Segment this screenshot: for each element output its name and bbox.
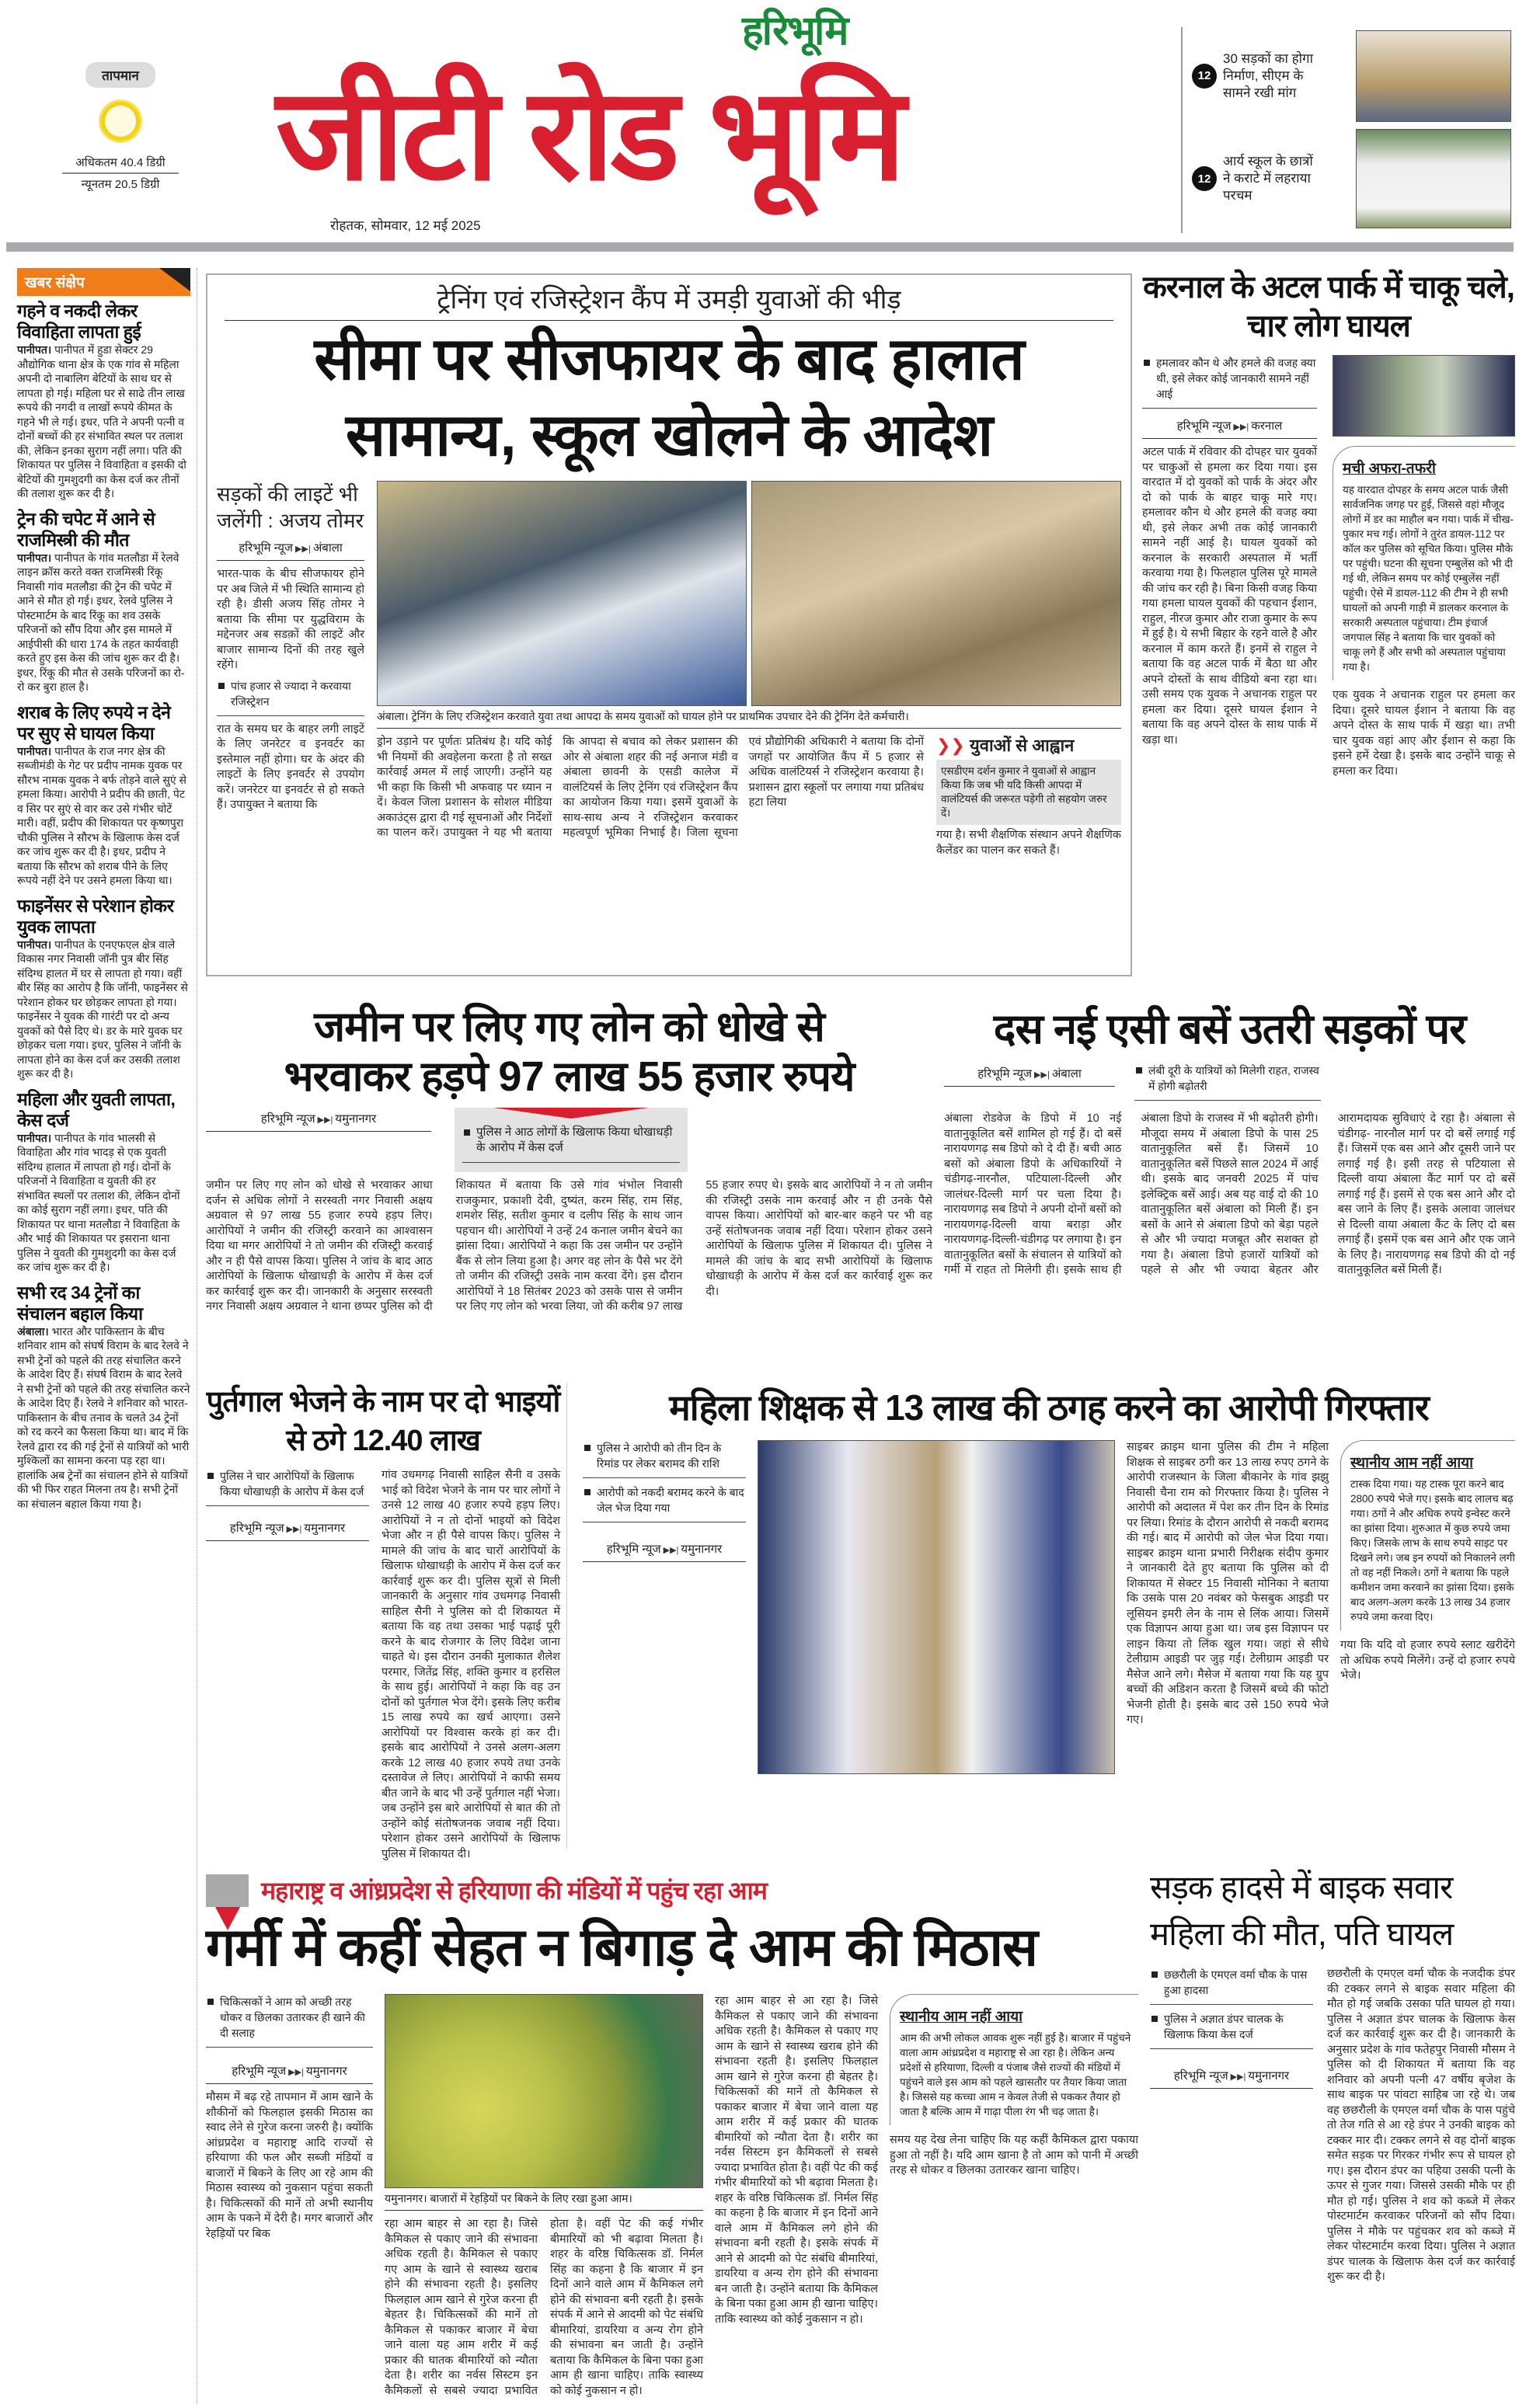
masthead-rule (6, 242, 1514, 252)
red-chevron-icon (206, 1874, 249, 1907)
appeal-text: एसडीएम दर्शन कुमार ने युवाओं से आह्वान किया कि जब भी यदि किसी आपदा में वालंटियर्स की जरूरत पड़ेगी तो सहयोग जरुर दें। (936, 760, 1121, 825)
forward-arrows-icon: ▶▶| (317, 1115, 333, 1125)
sidebar-body-continued: रात के समय घर के बाहर लगी लाइटें के लिए जनरेटर व इनवर्टर का इस्तेमाल नहीं होगा। घर के अंदर की लाइटों के लिए इनवर्टर से उपयोग करें। जनरेटर या इनवर्टर से हो सकते हैं। उपायुक्त ने बताया कि (217, 722, 364, 811)
portugal-body: गांव उधमगढ़ निवासी साहिल सैनी व उसके भाई को विदेश भेजने के नाम पर चार लोगों ने उनसे 12 लाख 40 हजार रुपये हड़प लिए। आरोपियों ने न तो दोनों भाइयों को विदेश भेजा और न ही पैसे वापस किए। पुलिस ने मामले की जांच के बाद चारों आरोपियों के खिलाफ धोखाधड़ी के आरोप में केस दर्ज कर कार्रवाई शुरू कर दी। पुलिस सूत्रों से मिली जानकारी के अनुसार गांव उधमगढ़ निवासी साहिल सैनी ने पुलिस को दी शिकायत में बताया कि वह तथा उसका भाई पढ़ाई पूरी करने के बाद रोजगार के लिए विदेश जाना चाहते थे। इस दौरान उनकी मुलाकात शैलेश परमार, जितेंद्र सिंह, शक्ति कुमार व हरसिल के साथ हुई। आरोपियों ने कहा कि वह उन दोनों को पुर्तगाल भेज देंगे। इसके लिए करीब 15 लाख रुपये का खर्च आएगा। उसने आरोपियों पर विश्वास करके हां कर दी। इसके बाद आरोपियों ने उनसे अलग-अलग करके 12 लाख 40 हजार रुपये तथा उनके दस्तावेज ले लिए। आरोपियों ने काफी समय बीत जाने के बाद भी उन्हें पुर्तगाल नहीं भेजा। जब उन्होंने इस बारे आरोपियों से बात की तो उन्होंने कोई संतोषजनक जवाब नहीं दिया। परेशान होकर उसने आरोपियों के खिलाफ पुलिस में शिकायत दी। (381, 1469, 560, 1860)
mango-story (206, 1860, 1138, 2404)
local-mango-sidebox (890, 1994, 1138, 2125)
portugal-headline: पुर्तगाल भेजने के नाम पर दो भाइयों से ठगे 12.40 लाख (206, 1386, 560, 1457)
accident-bullet: पुलिस ने अज्ञात डंपर चालक के खिलाफ किया केस दर्ज (1150, 2011, 1313, 2049)
brief-item[interactable] (17, 1089, 190, 1275)
byline-place: अंबाला (312, 541, 343, 555)
appeal-after-text: गया है। सभी शैक्षणिक संस्थान अपने शैक्षणिक कैलेंडर का पालन कर सकते हैं। (936, 829, 1121, 857)
byline-place: करनाल (1251, 419, 1283, 433)
forward-arrows-icon: ▶▶| (1034, 1070, 1050, 1080)
accident-story (1150, 1864, 1515, 2404)
sidebox-title: मची अफरा-तफरी (1343, 461, 1436, 477)
sidebox-text: यह वारदात दोपहर के समय अटल पार्क जैसी सार्वजनिक जगह पर हुई, जिससे वहां मौजूद लोगों में डर का माहौल बन गया। पार्क में चीख-पुकार मच गई। लोगों ने तुरंत डायल-112 पर कॉल कर पुलिस को सूचित किया। पुलिस मौके पर पहुंची। घटना की सूचना एम्बुलेंस को भी दी गई थी, लेकिन समय पर कोई एम्बुलेंस नहीं पहुंची। ऐसे में डायल-112 की टीम ने ही सभी घायलों को अपनी गाड़ी में डालकर करनाल के सरकारी अस्पताल पहुंचाया। टीम इंचार्ज जगपाल सिंह ने बताया कि चार युवकों को चाकू लगे हैं और सभी को अस्पताल पहुंचाया गया है। (1343, 484, 1514, 673)
karnal-story (1142, 268, 1515, 975)
brief-place: अंबाला। (17, 1324, 49, 1338)
byline-place: यमुनानगर (1248, 2069, 1290, 2083)
ac-bus-story (944, 1002, 1515, 1367)
brief-item[interactable] (17, 1282, 190, 1512)
karnal-bullet: हमलावर कौन थे और हमले की वजह क्या थी, इसे लेकर कोई जानकारी सामने नहीं आई (1142, 355, 1317, 409)
lead-headline-line2: सामान्य, स्कूल खोलने के आदेश (345, 402, 993, 468)
max-temp: अधिकतम 40.4 डिग्री (62, 155, 179, 174)
brief-item[interactable] (17, 509, 190, 694)
teaser-item[interactable] (1183, 27, 1511, 124)
forward-arrows-icon: ▶▶| (295, 545, 311, 554)
sidebar-body: भारत-पाक के बीच सीजफायर होने पर अब जिले में भी स्थिति सामान्य हो रही है। डीसी अजय सिंह तोमर ने बताया कि सीमा पर युद्धविराम के मद्देनजर अब सडक़ों की लाइटें और बाजार सामान्य दिनों की तरह खुले रहेंगे। (217, 568, 364, 671)
mango-body-right: रहा आम बाहर से आ रहा है। जिसे कैमिकल से पकाए जाने की संभावना अधिक रहती है। कैमिकल से पकाए गए आम के खाने से स्वास्थ्य खराब होने की संभावना रहती है। इसलिए फिलहाल आम खाने से गुरेज करना ही बेहतर है। चिकित्सकों की मानें तो कैमिकल से पकाकर बाजार में बेचा जाने वाला यह आम शरीर में कई प्रकार की घातक बीमारियों को न्यौता देता है। शरीर का नर्वस सिस्टम इन कैमिकलों से सबसे ज्यादा प्रभावित होता है। वहीं पेट की कई गंभीर बीमारियों को भी बढ़ावा मिलता है। शहर के वरिष्ठ चिकित्सक डॉ. निर्मल सिंह का कहना है कि बाजार में इन दिनों आने वाले आम में कैमिकल लगे होने की संभावना बनी रहती है। इसके संपर्क में आने से आदमी को पेट संबंधि बीमारियां, डायरिया व अन्य रोग होने की संभावना बन जाती है। उन्होंने बताया कि कैमिकल के बिना पका हुआ आम ही खाना चाहिए। ताकि स्वास्थ्य को कोई नुकसान न हो। (715, 1995, 878, 2326)
mango-kicker: महाराष्ट्र व आंध्रप्रदेश से हरियाणा की मंडियों में पहुंच रहा आम (261, 1877, 767, 1905)
brief-item[interactable] (17, 896, 190, 1081)
teaser-item[interactable] (1183, 124, 1511, 233)
appeal-box (936, 735, 1121, 890)
karnal-body-continued: एक युवक ने अचानक राहुल पर हमला कर दिया। दूसरे घायल ईशान ने बताया कि वह अपने दोस्त के साथ पार्क में खड़ा था। तभी चार युवक वहां आए और ईशान से कहा कि इसने हमें देखा है। इसके बाद उन्होंने चाकू से हमला कर दिया। (1333, 689, 1515, 778)
loan-highlight-box (455, 1108, 688, 1172)
photo-caption: अंबाला। ट्रेनिंग के लिए रजिस्ट्रेशन करवाते युवा तथा आपदा के समय युवाओं को घायल होने पर प्राथमिक उपचार देने की ट्रेनिंग देते कर्मचारी। (377, 706, 1121, 729)
photo-first-aid-training (751, 481, 1121, 706)
accident-bullet: छछरौली के एमएल वर्मा चौक के पास हुआ हादसा (1150, 1967, 1313, 2005)
brief-body: पानीपत के राज नगर क्षेत्र की सब्जीमंडी के गेट पर प्रदीप नामक युवक पर सौरभ नामक युवक ने बर्फ तोड़ने वाले सुएं से हमला किया। आरोपी ने प्रदीप की छाती, पेट व सिर पर सुएं से वार कर उसे गंभीर चोटें मारी। वहीं, प्रदीप की शिकायत पर कृष्णपुरा चौकी पुलिस ने सौरभ के खिलाफ केस दर्ज कर जांच शुरू कर दी है। इधर, प्रदीप ने बताया कि सौरभ को शराब पीने के लिए रूपये नहीं देने पर उसने हमला किया था। (17, 744, 186, 886)
byline-agency: हरिभूमि न्यूज (606, 1543, 661, 1556)
byline-place: यमुनानगर (304, 1522, 346, 1535)
brief-headline: गहने व नकदी लेकर विवाहिता लापता हुई (17, 301, 141, 342)
appeal-title: ❯❯ युवाओं से आह्वान (936, 736, 1075, 755)
mango-body: रहा आम बाहर से आ रहा है। जिसे कैमिकल से पकाए जाने की संभावना अधिक रहती है। कैमिकल से पकाए गए आम के खाने से स्वास्थ्य खराब होने की संभावना रहती है। इसलिए फिलहाल आम खाने से गुरेज करना ही बेहतर है। चिकित्सकों की मानें तो कैमिकल से पकाकर बाजार में बेचा जाने वाला यह आम शरीर में कई प्रकार की घातक बीमारियों को न्यौता देता है। शरीर का नर्वस सिस्टम इन कैमिकलों से सबसे ज्यादा प्रभावित होता है। वहीं पेट की कई गंभीर बीमारियों को भी बढ़ावा मिलता है। शहर के वरिष्ठ चिकित्सक डॉ. निर्मल सिंह का कहना है कि बाजार में इन दिनों आने वाले आम में कैमिकल लगे होने की संभावना बनी रहती है। इसके संपर्क में आने से आदमी को पेट संबंधि बीमारियां, डायरिया व अन्य रोग होने की संभावना बन जाती है। उन्होंने बताया कि कैमिकल के बिना पका हुआ आम ही खाना चाहिए। ताकि स्वास्थ्य को कोई नुकसान न हो। (385, 2218, 703, 2397)
mango-headline: गर्मी में कहीं सेहत न बिगाड़ दे आम की मिठास (206, 1918, 1037, 1977)
byline (206, 2060, 373, 2084)
brief-place: पानीपत। (17, 1131, 52, 1144)
byline (1150, 2065, 1313, 2089)
brand-logo: हरिभूमि (742, 9, 848, 54)
teaser-text: आर्य स्कूल के छात्रों ने कराटे में लहराया परचम (1223, 154, 1313, 203)
byline-agency: हरिभूमि न्यूज (239, 541, 294, 555)
karnal-body: अटल पार्क में रविवार की दोपहर चार युवकों पर चाकुओं से हमला कर दिया गया। इस वारदात में दो युवकों को पार्क के अंदर और दो को पार्क के बाहर चाकू मारे गए। हमलावर कौन थे और हमले की वजह क्या थी, इसे लेकर अभी तक कोई जानकारी सामने नहीं आई है। घायल युवकों को करनाल के सरकारी अस्पताल में भर्ती करवाया गया है। फिलहाल पुलिस पूरे मामले की जांच कर रही है। बिना किसी वजह किया गया हमला घायल युवकों की पहचान ईशान, राहुल, नीरज कुमार और राजा कुमार के रूप में हुई है। ये सभी बिहार के रहने वाले है और करनाल में काम करते हैं। इनमें से राहुल ने बताया कि वह अटल पार्क में बैठा था और अपने दोस्तों के साथ वीडियो बना रहा था। उसी समय एक युवक ने अचानक राहुल पर हमला कर दिया। दूसरे घायल ईशान ने बताया कि वह अपने दोस्त के साथ पार्क में खड़ा था। (1142, 446, 1317, 746)
lead-headline-line1: सीमा पर सीजफायर के बाद हालात (314, 326, 1024, 392)
sidebar-headline: सड़कों की लाइटें भी जलेंगी : अजय तोमर (217, 482, 364, 532)
teaser-panel (1181, 27, 1511, 233)
lead-sidebar-story (217, 481, 364, 916)
lead-kicker: ट्रेनिंग एवं रजिस्ट्रेशन कैंप में उमड़ी युवाओं की भीड़ (225, 283, 1113, 321)
bus-body: अंबाला रोडवेज के डिपो में 10 नई वातानुकूलित बसें शामिल हो गई हैं। दो बसें नारायणगढ़ सब डिपो को दे दी हैं। बची आठ बसों को अंबाला डिपो के अधिकारियों ने चंडीगढ़-नारनौल, पटियाला-दिल्ली और जालंधर-दिल्ली मार्ग पर चला दिया है। नारायणगढ़ सब डिपो ने अपनी दोनों बसों को नारायणगढ़-दिल्ली वाया बराड़ा और नारायणगढ़-दिल्ली-चंडीगढ़ पर लगाया है। इन वातानुकूलित बसों के संचालन से यात्रियों को गर्मी में राहत तो मिलेगी ही। इसके साथ ही अंबाला डिपो के राजस्व में भी बढ़ोतरी होगी। मौजूदा समय में अंबाला डिपो के पास 25 वातानुकूलित बसें हैं। जिसमें 10 वातानुकूलित बसें पिछले साल 2024 में आई थी। इसके बाद जनवरी 2025 में पांच इलेक्ट्रिक बसें आई। अब यह वाई दो की 10 वातानुकूलित बसें अंबाला को मिली हैं। इन बसों के आने से अंबाला डिपो को बेड़ा पहले से और भी ज्यादा मजबूत और सशक्त हो गया है। अंबाला डिपो हजारों यात्रियों को पहले से और भी ज्यादा बेहतर और आरामदायक सुविधाएं दे रहा है। अंबाला से चंडीगढ़- नारनौल मार्ग पर दो बसें लगाई गई हैं। जिसमें एक बस आने और दूसरी जाने पर लगाई गई है। इसी तरह से पटियाला से दिल्ली वाया अंबाला कैंट मार्ग पर दो बसें लगाई गई हैं। इसमें से एक बस आने और दो बस जाने के लिए हैं। इसके अलावा जालंधर से दिल्ली वाया अंबाला कैंट के लिए दो बस लगाई हैं। इसमें एक बस आने और एक जाने के लिए है। नारायणगढ़ सब डिपो की दो नई वातानुकूलित बसें मिली हैं। (944, 1112, 1515, 1276)
task-sidebox (1340, 1440, 1515, 1630)
weather-box (54, 62, 186, 192)
accident-body: छछरौली के एमएल वर्मा चौक के नजदीक डंपर की टक्कर लगने से बाइक सवार महिला की मौत हो गई जबकि उसका पति घायल हो गया। पुलिस ने अज्ञात डंपर चालक के खिलाफ केस दर्ज कर कार्रवाई शुरू कर दी है। जानकारी के अनुसार प्रदेश के गांव फतेहपुर निवासी मौसम ने पुलिस को दी शिकायत में बताया कि वह शनिवार को अपनी पत्नी 47 वर्षीय बृजेश के साथ बाइक पर पांवटा साहिब जा रहे थे। जब वह छछरौली के एमएल वर्मा चौक के पास पहुंचे तो तेज गति से आ रहे डंपर ने उनकी बाइक को टक्कर मार दी। टक्कर लगने से वह दोनों बाइक समेत सड़क पर गिरकर गंभीर रूप से घायल हो गए। इस दौरान डंपर का पहिया उसकी पत्नी के ऊपर से गुजर गया। जिससे उसकी मौके पर ही मौत हो गई। पुलिस ने शव को कब्जे में लेकर पोस्टमार्टम करवाकर परिजनों को सौंप दिया। पुलिस ने मौके पर पहुंचकर शव को कब्जे में लेकर पोस्टमार्टम करवा दिया। पुलिस ने अज्ञात डंपर चालक के खिलाफ केस दर्ज कर कार्रवाई शुरू कर दी है। (1327, 1968, 1515, 2283)
byline (944, 1063, 1115, 1087)
photo-registration-crowd (377, 481, 747, 706)
mango-kicker-row (206, 1874, 1138, 1907)
photo-mangoes-on-cart (385, 1994, 703, 2188)
teacher-headline: महिला शिक्षक से 13 लाख की ठगह करने का आरोपी गिरफ्तार (669, 1387, 1429, 1428)
photo-accused-youths (1333, 355, 1515, 437)
byline-place: अंबाला (1051, 1067, 1082, 1080)
bus-headline: दस नई एसी बसें उतरी सड़कों पर (993, 1006, 1466, 1053)
mango-body-left: मौसम में बढ़ रहे तापमान में आम खाने के शौकीनों को फिलहाल इसकी मिठास का स्वाद लेने से गुरेज करना जरुरी है। क्योंकि आंध्रप्रदेश व महाराष्ट्र आदि राज्यों से हरियाणा की फल और सब्जी मंडियों व बाजारों में बिकने के लिए आ रहे आम की मिठास स्वास्थ्य को नुकसान पहुंचा सकती है। चिकित्सकों की मानें तो अभी स्थानीय आम के पकने में देरी है। मगर बाजारों और रेहड़ियों पर बिक (206, 2091, 373, 2240)
photo-accused-with-police (758, 1440, 1115, 1774)
dateline: रोहतक, सोमवार, 12 मई 2025 (330, 218, 481, 233)
lead-body: ड्रोन उड़ाने पर पूर्णतः प्रतिबंध है। यदि कोई भी नियमों की अवहेलना करता है तो सख्त कार्रवाई अमल में लाई जाएगी। उन्होंने यह भी कहा कि किसी भी अफवाह पर ध्यान न दें। केवल जिला प्रशासन के सोशल मीडिया अकाउंट्स द्वारा दी गई सूचनाओं और निर्देशों का पालन करें। उपायुक्त ने यह भी बताया कि आपदा से बचाव को लेकर प्रशासन की ओर से अंबाला शहर की नई अनाज मंडी व अंबाला छावनी के एसडी कालेज में वालंटियर्स के लिए ट्रेनिंग एवं रजिस्ट्रेशन कैंप का आयोजन किया गया। इसमें युवाओं के साथ-साथ अन्य ने रजिस्ट्रेशन करवाकर महत्वपूर्ण भूमिका निभाई है। जिला सूचना एवं प्रौद्योगिकी अधिकारी ने बताया कि दोनों जगहों पर आयोजित कैंप में 5 हजार से अधिक वालंटियर्स ने रजिस्ट्रेशन करवाया है। प्रशासन द्वारा स्कूलों पर लगाया गया प्रतिबंध हटा लिया (377, 736, 924, 839)
accident-headline: सड़क हादसे में बाइक सवार महिला की मौत, पति घायल (1150, 1869, 1454, 1952)
brief-headline: सभी रद 34 ट्रेनों का संचालन बहाल किया (17, 1282, 143, 1324)
portugal-bullet: पुलिस ने चार आरोपियों के खिलाफ किया धोखाधड़ी के आरोप में केस दर्ज (206, 1468, 369, 1506)
loan-headline-line2: भरवाकर हड़पे 97 लाख 55 हजार रुपये (284, 1053, 855, 1100)
byline (206, 1517, 369, 1541)
byline (1142, 415, 1317, 439)
double-chevron-icon: ❯❯ (936, 736, 970, 755)
corner-triangle-icon (159, 268, 190, 291)
brief-place: पानीपत। (17, 343, 52, 356)
sun-icon (101, 102, 140, 141)
brief-item[interactable] (17, 702, 190, 888)
karnal-headline: करनाल के अटल पार्क में चाकू चले, चार लोग घायल (1143, 270, 1514, 343)
brief-body: पानीपत के गांव भालसी से विवाहिता और गांव भादड़ से एक युवती संदिग्ध हालात में लापता हो गई। दोनों के परिजनों ने विवाहिता व युवती की हर संभावित स्थलों पर तलाश की, लेकिन दोनों का कोई सुराग नहीं लगा। इधर, पति की शिकायत पर थाना मतलौडा ने विवाहिता के और भाई की शिकायत पर इसराना थाना पुलिस ने युवती की गुमशुदगी का केस दर्ज कर जांच शुरू कर दी है। (17, 1131, 180, 1273)
teaser-photo-karate (1356, 129, 1511, 228)
brief-body: पानीपत के गांव मतलौडा में रेलवे लाइन क्रॉस करते वक्त राजमिस्त्री रिंकू निवासी गांव मतलौडा की ट्रेन की चपेट में आने से मौत हो गई। इधर, रेलवे पुलिस ने पोस्टमार्टम के बाद रिंकू का शव उसके परिजनों को सौंप दिया और इस मामले में आईपीसी की धारा 174 के तहत कार्यवाही करते हुए इस केस की जांच शुरू कर दी है। इधर, रिंकू की मौत से उसके परिजनों का रो-रो कर बुरा हाल है। (17, 551, 185, 693)
brief-headline: फाइनेंसर से परेशान होकर युवक लापता (17, 895, 174, 937)
brief-headline: महिला और युवती लापता, केस दर्ज (17, 1088, 176, 1130)
brief-item[interactable] (17, 301, 190, 501)
sidebox-text: टास्क दिया गया। यह टास्क पूरा करने बाद 2800 रुपये भेजे गए। इसके बाद लालच बढ़ गया। ठगों ने और अधिक रुपये इन्वेस्ट करने का झांसा दिया। शुरुआत में कुछ रुपये जमा किए। जिसके लाभ के साथ रुपये साइट पर दिखने लगे। जब इन रुपयों को निकालने लगी तो वह नहीं निकले। ठगों ने बताया कि पहले कमीशन जमा करवाने का झांसा दिया। इसके बाद अलग-अलग करके 13 लाख 34 हजार रुपये जमा करवा दिए। (1350, 1478, 1515, 1623)
photo-caption: यमुनानगर। बाजारों में रेहड़ियों पर बिकने के लिए रखा हुआ आम। (385, 2188, 703, 2211)
weather-label: तापमान (85, 62, 155, 88)
teaser-text: 30 सड़कों का होगा निर्माण, सीएम के सामने रखी मांग (1223, 50, 1313, 100)
byline (206, 1108, 431, 1132)
forward-arrows-icon: ▶▶| (663, 1546, 679, 1555)
edition-title: जीटी रोड भूमि (276, 63, 903, 206)
forward-arrows-icon: ▶▶| (288, 2068, 304, 2077)
loan-fraud-story (206, 1002, 932, 1367)
chaos-sidebox (1333, 446, 1515, 680)
teacher-body-continued: गया कि यदि वो हजार रुपये स्लाट खरीदेंगे तो अधिक रुपये मिलेंगे। उन्हें दो हजार रुपये भेजे। (1340, 1639, 1515, 1682)
byline-agency: हरिभूमि न्यूज (977, 1067, 1033, 1080)
brief-headline: ट्रेन की चपेट में आने से राजमिस्त्री की मौत (17, 508, 155, 550)
byline-place: यमुनानगर (681, 1543, 723, 1556)
brief-headline: शराब के लिए रुपये न देने पर सुए से घायल किया (17, 701, 171, 743)
forward-arrows-icon: ▶▶| (1233, 423, 1249, 432)
brief-body: पानीपत के एनएफएल क्षेत्र वाले विकास नगर निवासी जॉनी पुत्र बीर सिंह संदिग्ध हालत में घर से लापता हो गया। वहीं बीर सिंह का आरोप है कि जॉनी, फाइनेंसर से परेशान होकर घर छोड़कर लापता हो गया। फाइनेंसर ने युवक की गारंटी पर दो अन्य युवकों को पैसे दिए थे। डर के मारे युवक घर छोड़कर चला गया। इधर, पुलिस ने जॉनी के लापता होने का केस दर्ज कर उसकी तलाश शुरू कर दी है। (17, 938, 188, 1080)
chevron-down-icon (493, 1108, 649, 1119)
loan-bullet: पुलिस ने आठ लोगों के खिलाफ किया धोखाधड़ी के आरोप में केस दर्ज (462, 1125, 680, 1163)
byline-agency: हरिभूमि न्यूज (1173, 2069, 1228, 2083)
section-label-text: खबर संक्षेप (25, 275, 85, 291)
brief-place: पानीपत। (17, 938, 52, 951)
byline-agency: हरिभूमि न्यूज (1176, 419, 1232, 433)
page-number-badge: 12 (1192, 166, 1217, 191)
byline-place: यमुनानगर (335, 1112, 377, 1126)
byline (583, 1538, 746, 1562)
teacher-bullet: आरोपी को नकदी बरामद करने के बाद जेल भेज दिया गया (583, 1484, 746, 1522)
brief-body: भारत और पाकिस्तान के बीच शनिवार शाम को संघर्ष विराम के बाद रेलवे ने सभी ट्रेनों को पहले की तरह संचालित करने के आदेश दिए हैं। संघर्ष विराम के बाद रेलवे ने सभी ट्रेनों को पहले की तरह संचालित करने के आदेश दिए हैं। रेलवे ने शनिवार को भारत-पाकिस्तान के बीच तनाव के चलते 34 ट्रेनों को रद करने का फैसला किया था। बाद में कि रेलवे द्वारा रद की गई ट्रेनों से यात्रियों को भारी मुश्किलों का सामना करना पड़ रहा था। हालांकि अब ट्रेनों का संचालन होने से यात्रियों की भी फिर राहत मिलना तय है। सभी ट्रेनों का संचालन बहाल किया गया है। (17, 1324, 190, 1510)
teaser-photo-meeting (1356, 30, 1511, 122)
byline (217, 537, 364, 561)
byline-place: यमुनानगर (305, 2065, 347, 2078)
portugal-fraud-story (206, 1383, 567, 1860)
sidebox-title: स्थानीय आम नहीं आया (1350, 1455, 1474, 1471)
brief-place: पानीपत। (17, 551, 52, 564)
byline-agency: हरिभूमि न्यूज (229, 1522, 284, 1535)
loan-headline-line1: जमीन पर लिए गए लोन को धोखे से (314, 1004, 824, 1050)
teacher-bullet: पुलिस ने आरोपी को तीन दिन के रिमांड पर लेकर बरामद की राशि (583, 1440, 746, 1478)
news-briefs-column (17, 268, 197, 2404)
min-temp: न्यूनतम 20.5 डिग्री (81, 178, 160, 191)
forward-arrows-icon: ▶▶| (286, 1525, 302, 1534)
mango-body-after: समय यह देख लेना चाहिए कि यह कहीं कैमिकल द्वारा पकाया हुआ तो नहीं है। यदि आम खाना है तो आम को पानी में अच्छी तरह से धोकर व छिलका उतारकर खाना चाहिए। (890, 2134, 1138, 2177)
byline-agency: हरिभूमि न्यूज (260, 1112, 315, 1126)
section-label (17, 268, 190, 296)
loan-body: जमीन पर लिए गए लोन को धोखे से भरवाकर आधा दर्जन से अधिक लोगों ने सरस्वती नगर निवासी अक्षय अग्रवाल से 97 लाख 55 हजार रुपये हड़प लिए। आरोपियों ने जमीन की रजिस्ट्री करवाने का आश्वासन दिया था मगर आरोपियों ने तो जमीन की रजिस्ट्री करवाई और न ही पैसे वापस किया। पुलिस ने जांच के बाद आठ आरोपियों के खिलाफ धोखाधड़ी के आरोप में केस दर्ज कर कार्रवाई शुरू कर दी। जानकारी के अनुसार सरस्वती नगर निवासी अक्षय अग्रवाल ने थाना छप्पर पुलिस को दी शिकायत में बताया कि उसे गांव भंभोल निवासी राजकुमार, प्रकाशी देवी, दुष्यंत, करम सिंह, राम सिंह, शमशेर सिंह, सतीश कुमार व दलीप सिंह के साथ जान पहचान थी। आरोपियों ने उन्हें 24 कनाल जमीन बेचने का झांसा दिया। आरोपियों ने कहा कि उस जमीन पर उन्होंने बैंक से लोन लिया हुआ है। अगर वह लोन के पैसे भर देंगे तो जमीन की रजिस्ट्री उसके नाम करवा देंगे। इस दौरान आरोपियों ने 18 सितंबर 2023 को उसके पास से जमीन पर लिए गए लोन को भरवा लिया, जो की करीब 97 लाख 55 हजार रुपए थे। इसके बाद आरोपियों ने न तो जमीन की रजिस्ट्री उसके नाम करवाई और न ही उनके पैसे वापस किया। आरोपियों को बार-बार कहने पर भी वह उन्हें संतोषजनक जवाब नहीं दिया। परेशान होकर उसने आरोपियों के खिलाफ पुलिस में शिकायत दी। पुलिस ने मामले की जांच के बाद सभी आरोपियों के खिलाफ धोखाधड़ी के आरोप में केस दर्ज कर कार्रवाई शुरू कर दी। (206, 1179, 932, 1313)
byline-agency: हरिभूमि न्यूज (232, 2065, 287, 2078)
highlight-bullet: पांच हजार से ज्यादा ने करवाया रजिस्ट्रेशन (217, 678, 364, 716)
teacher-body: साइबर क्राइम थाना पुलिस की टीम ने महिला शिक्षक से साइबर ठगी कर 13 लाख रुपए ठगने के आरोपी राजस्थान के जिला बीकानेर के गांव झझु निवासी चैना राम को गिरफ्तार किया है। पुलिस ने आरोपी को अदालत में पेश कर तीन दिन के रिमांड पर लिया। रिमांड के दौरान आरोपी से नकदी बरामद की गई। बाद में आरोपी को जेल भेज दिया गया। साइबर क्राइम थाना प्रभारी निरीक्षक संदीप कुमार ने जानकारी देते हुए बताया कि पुलिस को दी शिकायत में सेक्टर 15 निवासी मोनिका ने बताया कि उसके पास 20 नवंबर को फेसबुक आइडी पर लूसियन इमरी लेन के नाम से लिंक आया। जिसमें एक विज्ञापन आया हुआ था। जब इस विज्ञापन पर लाइन किया तो लिंक खुल गया। जहां से सीधे टेलीग्राम आइडी पर जुड़ गई। टेलीग्राम आइडी पर मैसेज आने लगे। मैसेज में बताया गया कि यह ग्रुप बच्चों की अडिशन करता है जिसमें बच्चे की फोटो भेजनी होती है। इसके बाद उसे 150 रुपये भेजे गए। (1127, 1441, 1329, 1726)
forward-arrows-icon: ▶▶| (1230, 2072, 1246, 2082)
page-number-badge: 12 (1192, 64, 1217, 89)
mango-bullet: चिकित्सकों ने आम को अच्छी तरह धोकर व छिलका उतारकर ही खाने की दी सलाह (206, 1994, 373, 2048)
bus-bullet: लंबी दूरी के यात्रियों को मिलेगी राहत, राजस्व में होगी बढ़ोतरी (1134, 1063, 1321, 1101)
brief-body: पानीपत में हुडा सेक्टर 29 औद्योगिक थाना क्षेत्र के एक गांव से महिला अपनी दो नाबालिग बेटियों के साथ घर से लापता हो गई। महिला घर से साढे तीन लाख रूपये की नगदी व लाखों रूपये कीमत के गहने भी ले गई। इधर, पति ने अपनी पत्नी व दोनों बच्चों की हर संभावित स्थल पर तलाश की, लेकिन इनका सुराग नहीं लगा। पति की शिकायत पर पुलिस ने विवाहिता व इसकी दो बेटियों की गुमशुदगी का केस दर्ज कर तीनों की तलाश शुरू कर दी है। (17, 343, 186, 499)
lead-story (206, 273, 1132, 976)
teacher-fraud-story (583, 1383, 1515, 1849)
sidebox-title: स्थानीय आम नहीं आया (900, 2009, 1023, 2025)
brief-place: पानीपत। (17, 744, 52, 757)
sidebox-text: आम की अभी लोकल आवक शुरू नहीं हुई है। बाजार में पहुंचने वाला आम आंध्रप्रदेश व महाराष्ट्र से आ रहा है। लेकिन अन्य प्रदेशों से हरियाणा, दिल्ली व पंजाब जैसे राज्यों की मंडियों में पहुंचने वाले इस आम को पहले खासतौर पर तैयार किया जाता है। जिससे यह कच्चा आम न केवल तेजी से पककर तैयार हो जाता है बल्कि आम में गाढ़ा पीला रंग भी चढ़ जाता है। (900, 2032, 1131, 2117)
